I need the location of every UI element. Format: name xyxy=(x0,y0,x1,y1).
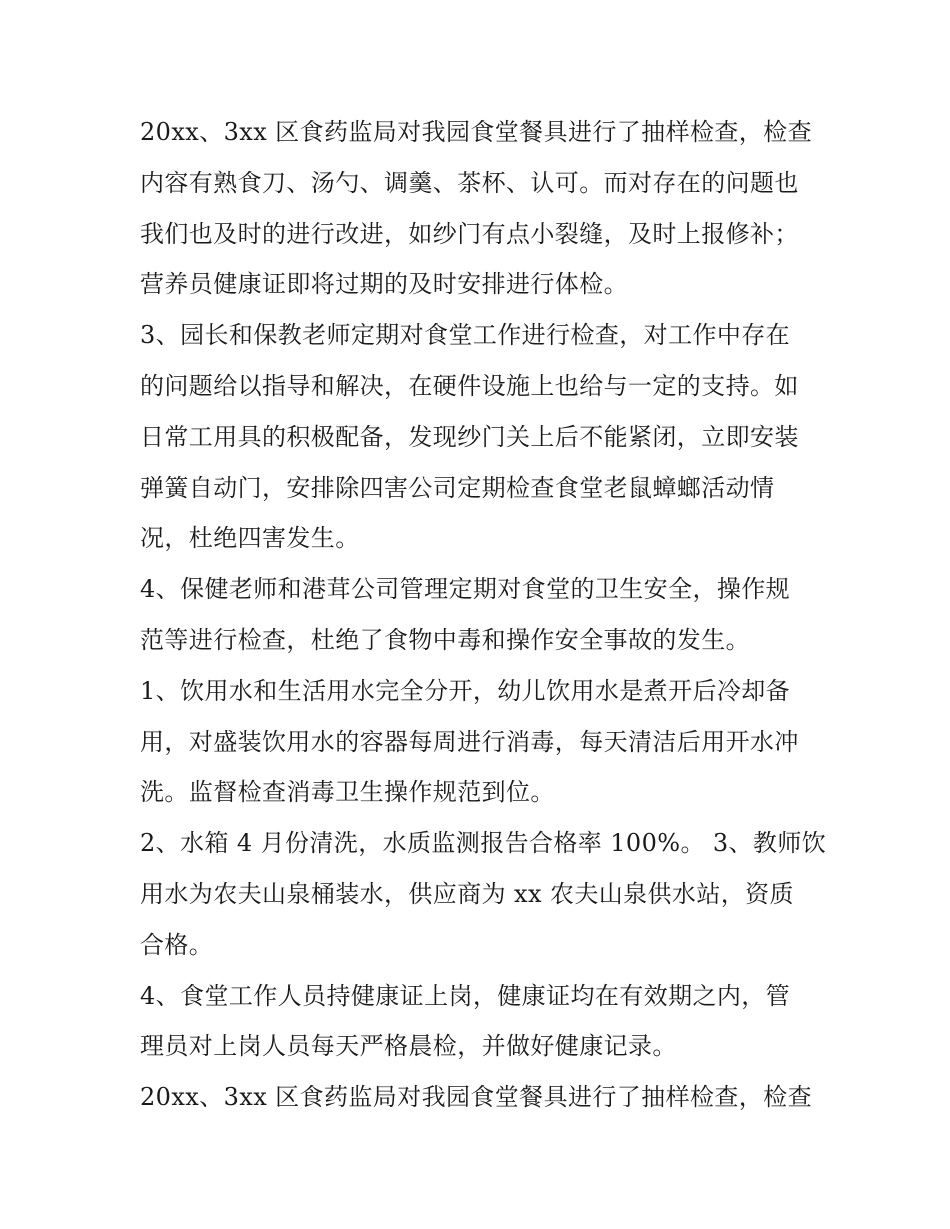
text-line: 4、保健老师和港茸公司管理定期对食堂的卫生安全，操作规 xyxy=(140,575,791,604)
text-line: 内容有熟食刀、汤勺、调羹、茶杯、认可。而对存在的问题也 xyxy=(140,168,799,197)
text-line: 用，对盛装饮用水的容器每周进行消毒，每天清洁后用开水冲 xyxy=(140,727,799,756)
text-line: 日常工用具的积极配备，发现纱门关上后不能紧闭，立即安装 xyxy=(140,422,799,451)
text-line: 我们也及时的进行改进，如纱门有点小裂缝，及时上报修补； xyxy=(140,219,799,248)
document-body xyxy=(140,107,827,1123)
paragraph-inspection-intro xyxy=(140,107,820,310)
paragraph-item-3-director-check xyxy=(140,310,820,564)
text-line: 洗。监督检查消毒卫生操作规范到位。 xyxy=(140,778,555,807)
text-line: 2、水箱 4 月份清洗，水质监测报告合格率 100%。 3、教师饮 xyxy=(140,829,827,858)
paragraph-item-2-water-tank xyxy=(140,818,827,970)
text-line: 3、园长和保教老师定期对食堂工作进行检查，对工作中存在 xyxy=(140,321,791,350)
text-line: 弹簧自动门，安排除四害公司定期检查食堂老鼠蟑螂活动情 xyxy=(140,473,775,502)
text-line: 的问题给以指导和解决，在硬件设施上也给与一定的支持。如 xyxy=(140,371,799,400)
text-line: 合格。 xyxy=(140,930,214,959)
text-line: 20xx、3xx 区食药监局对我园食堂餐具进行了抽样检查，检查 xyxy=(140,1083,812,1112)
paragraph-item-1-drinking-water xyxy=(140,666,820,818)
paragraph-inspection-repeat xyxy=(140,1072,820,1123)
text-line: 况，杜绝四害发生。 xyxy=(140,524,360,553)
text-line: 4、食堂工作人员持健康证上岗，健康证均在有效期之内，管 xyxy=(140,981,791,1010)
paragraph-item-4-staff-health xyxy=(140,971,820,1073)
text-line: 1、饮用水和生活用水完全分开，幼儿饮用水是煮开后冷却备 xyxy=(140,676,791,705)
text-line: 用水为农夫山泉桶装水，供应商为 xx 农夫山泉供水站，资质 xyxy=(140,879,794,908)
text-line: 营养员健康证即将过期的及时安排进行体检。 xyxy=(140,270,628,299)
paragraph-item-4-health-teacher xyxy=(140,564,820,666)
text-line: 范等进行检查，杜绝了食物中毒和操作安全事故的发生。 xyxy=(140,625,750,654)
text-line: 20xx、3xx 区食药监局对我园食堂餐具进行了抽样检查，检查 xyxy=(140,118,812,146)
text-line: 理员对上岗人员每天严格晨检，并做好健康记录。 xyxy=(140,1032,677,1061)
